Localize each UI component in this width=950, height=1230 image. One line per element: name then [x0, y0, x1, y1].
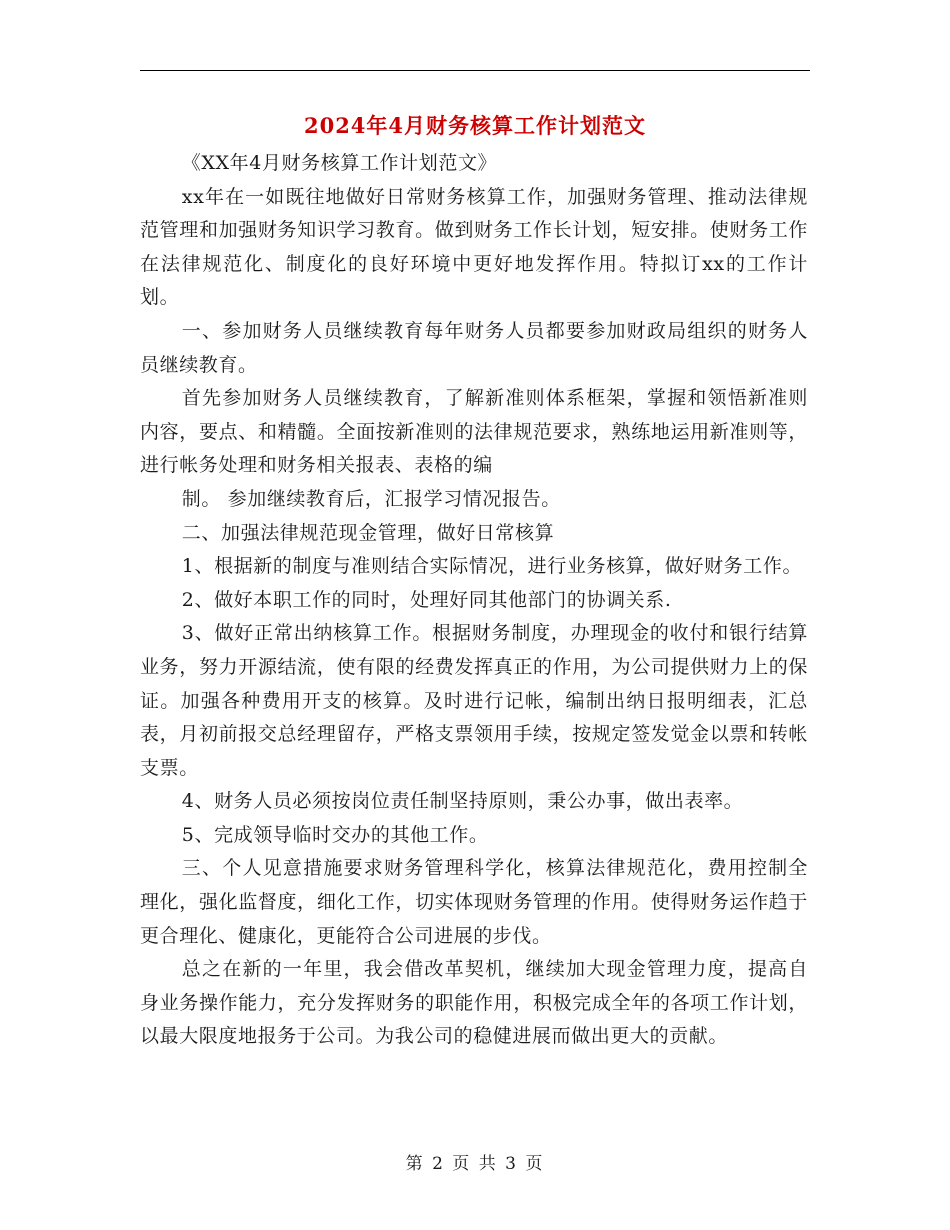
- paragraph-item-1: 1、根据新的制度与准则结合实际情况，进行业务核算，做好财务工作。: [181, 555, 803, 578]
- page-number: 第 2 页 共 3 页: [405, 1154, 545, 1174]
- paragraph-item-4: 4、财务人员必须按岗位责任制坚持原则，秉公办事，做出表率。: [181, 790, 744, 813]
- paragraph-section-1-heading: 一、参加财务人员继续教育每年财务人员都要参加财政局组织的财务人员继续教育。: [140, 319, 808, 376]
- paragraph-subtitle: 《XX年4月财务核算工作计划范文》: [181, 152, 498, 174]
- header-rule: [140, 70, 810, 71]
- paragraph-item-3: 3、做好正常出纳核算工作。根据财务制度，办理现金的收付和银行结算业务，努力开源结流，使有限的经费发挥真正的作用，为公司提供财力上的保证。加强各种费用开支的核算。及时进行记帐，编制出纳日报明细表，汇总表，月初前报交总经理留存，严格支票领用手续，按规定签发觉金以票和转帐支票。: [140, 622, 808, 779]
- paragraph-section-3: 三、个人见意措施要求财务管理科学化，核算法律规范化，费用控制全理化，强化监督度，细化工作，切实体现财务管理的作用。使得财务运作趋于更合理化、健康化，更能符合公司进展的步伐。: [140, 857, 808, 947]
- paragraph-section-2-heading: 二、加强法律规范现金管理，做好日常核算: [181, 521, 555, 544]
- paragraph-conclusion: 总之在新的一年里，我会借改革契机，继续加大现金管理力度，提高自身业务操作能力，充分发挥财务的职能作用，积极完成全年的各项工作计划，以最大限度地报务于公司。为我公司的稳健进展而做出更大的贡献。: [140, 958, 808, 1048]
- paragraph-report: 制。 参加继续教育后，汇报学习情况报告。: [181, 487, 561, 510]
- paragraph-intro: xx年在一如既往地做好日常财务核算工作，加强财务管理、推动法律规范管理和加强财务知识学习教育。做到财务工作长计划，短安排。使财务工作在法律规范化、制度化的良好环境中更好地发挥作用。特拟订xx的工作计划。: [140, 185, 808, 309]
- document-body: [140, 147, 808, 1054]
- document-title: 2024年4月财务核算工作计划范文: [303, 113, 647, 138]
- paragraph-continuing-education: 首先参加财务人员继续教育，了解新准则体系框架，掌握和领悟新准则内容，要点、和精髓。全面按新准则的法律规范要求，熟练地运用新准则等，进行帐务处理和财务相关报表、表格的编: [140, 387, 808, 477]
- paragraph-item-2: 2、做好本职工作的同时，处理好同其他部门的协调关系.: [181, 588, 672, 611]
- paragraph-item-5: 5、完成领导临时交办的其他工作。: [181, 823, 489, 846]
